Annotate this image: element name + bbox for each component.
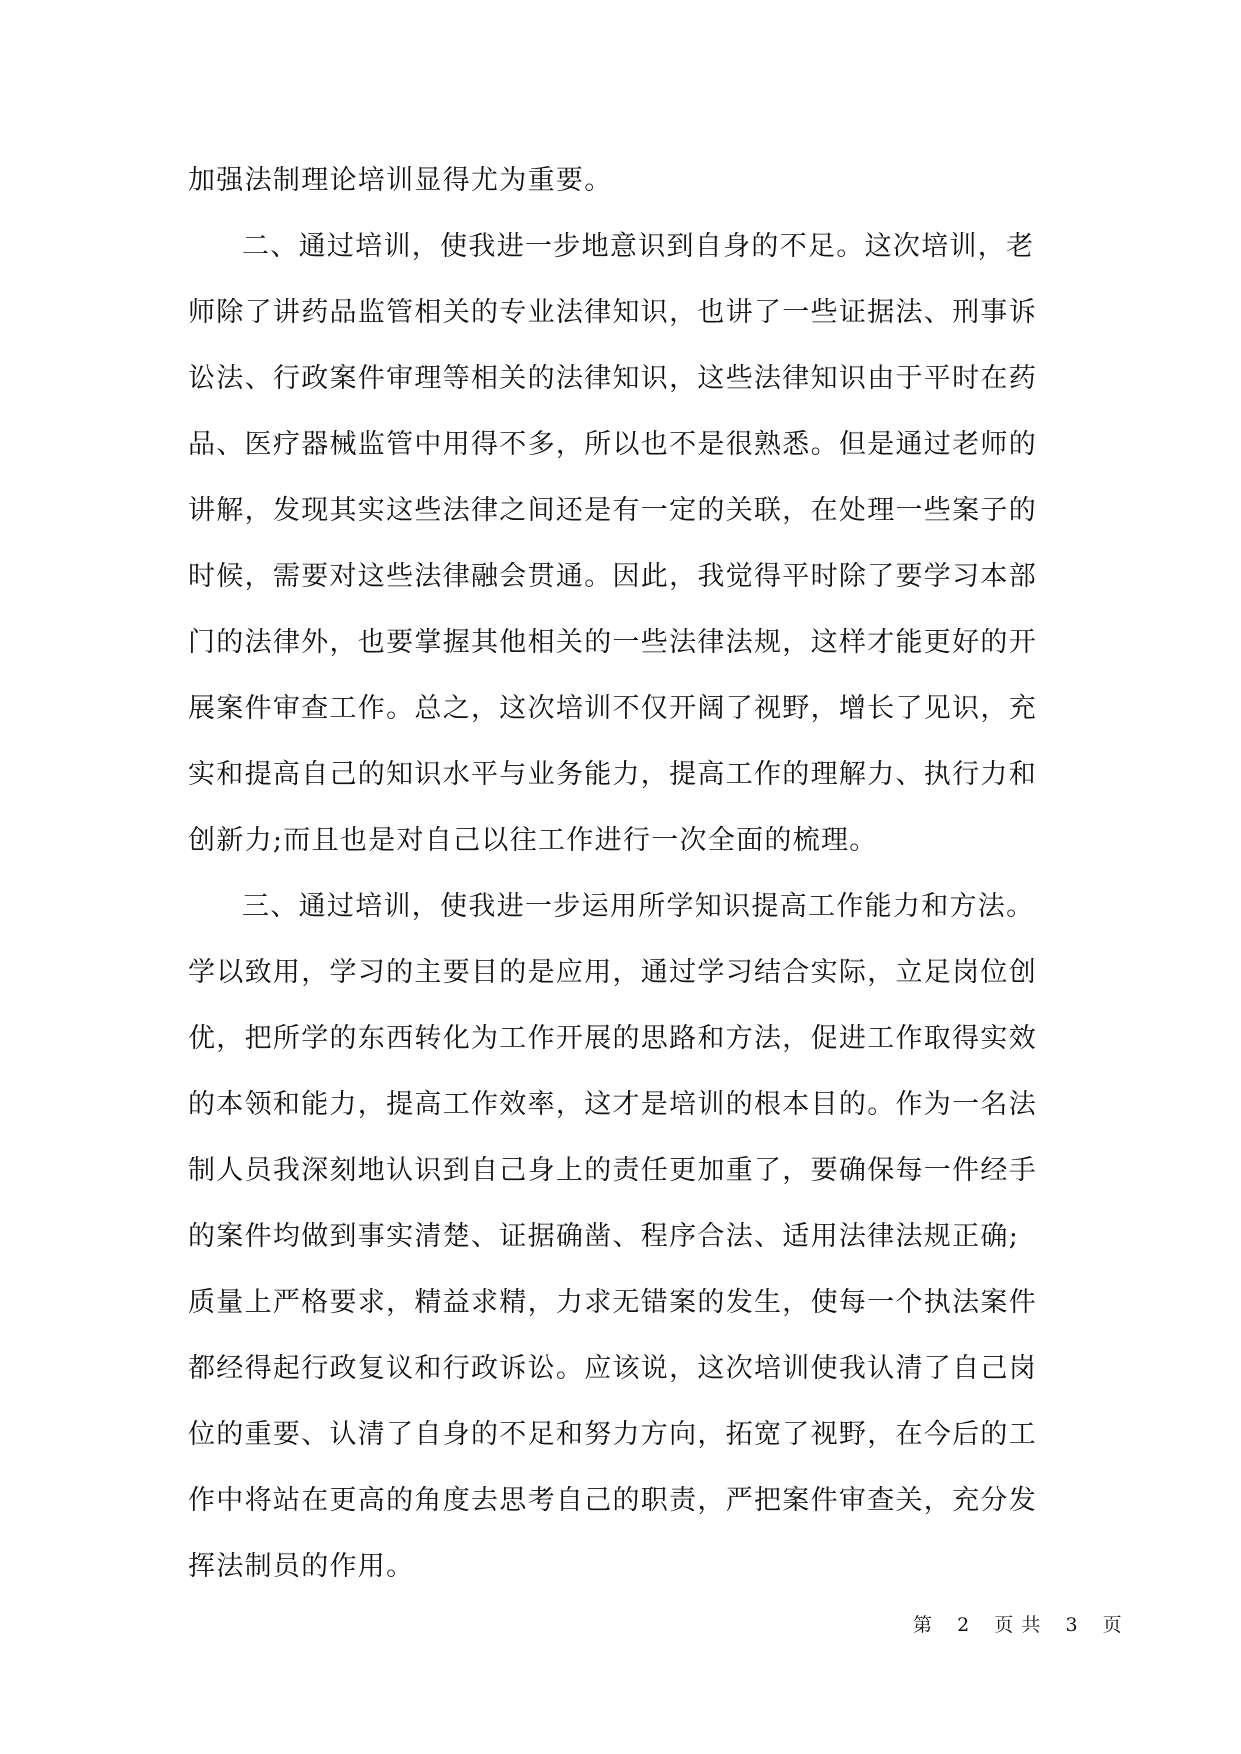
text-line: 挥法制员的作用。 <box>188 1551 415 1582</box>
text-line: 都经得起行政复议和行政诉讼。应该说，这次培训使我认清了自己岗 <box>188 1353 1037 1384</box>
text-line: 位的重要、认清了自身的不足和努力方向，拓宽了视野，在今后的工 <box>188 1419 1037 1450</box>
text-line: 实和提高自己的知识水平与业务能力，提高工作的理解力、执行力和 <box>188 759 1037 790</box>
text-line: 的本领和能力，提高工作效率，这才是培训的根本目的。作为一名法 <box>188 1089 1037 1120</box>
text-line: 加强法制理论培训显得尤为重要。 <box>188 165 613 196</box>
text-line: 学以致用，学习的主要目的是应用，通过学习结合实际，立足岗位创 <box>188 957 1037 988</box>
text-line: 讲解，发现其实这些法律之间还是有一定的关联，在处理一些案子的 <box>188 495 1037 526</box>
text-line: 创新力;而且也是对自己以往工作进行一次全面的梳理。 <box>188 825 878 856</box>
paragraph-start-line: 三、通过培训，使我进一步运用所学知识提高工作能力和方法。 <box>242 891 1035 922</box>
text-line: 作中将站在更高的角度去思考自己的职责，严把案件审查关，充分发 <box>188 1485 1037 1516</box>
total-pages-number: 3 <box>1065 1614 1079 1636</box>
page-label-prefix: 第 <box>913 1614 934 1636</box>
text-line: 制人员我深刻地认识到自己身上的责任更加重了，要确保每一件经手 <box>188 1155 1037 1186</box>
text-line: 师除了讲药品监管相关的专业法律知识，也讲了一些证据法、刑事诉 <box>188 297 1037 328</box>
text-line: 时候，需要对这些法律融会贯通。因此，我觉得平时除了要学习本部 <box>188 561 1037 592</box>
page-number-footer <box>913 1612 1123 1638</box>
text-line: 展案件审查工作。总之，这次培训不仅开阔了视野，增长了见识，充 <box>188 693 1037 724</box>
page-label-suffix: 页 <box>1102 1614 1123 1636</box>
text-line: 品、医疗器械监管中用得不多，所以也不是很熟悉。但是通过老师的 <box>188 429 1037 460</box>
text-line: 的案件均做到事实清楚、证据确凿、程序合法、适用法律法规正确; <box>188 1221 1020 1252</box>
text-line: 质量上严格要求，精益求精，力求无错案的发生，使每一个执法案件 <box>188 1287 1037 1318</box>
paragraph-start-line: 二、通过培训，使我进一步地意识到自身的不足。这次培训，老 <box>242 231 1035 262</box>
text-line: 讼法、行政案件审理等相关的法律知识，这些法律知识由于平时在药 <box>188 363 1037 394</box>
text-line: 优，把所学的东西转化为工作开展的思路和方法，促进工作取得实效 <box>188 1023 1037 1054</box>
text-line: 门的法律外，也要掌握其他相关的一些法律法规，这样才能更好的开 <box>188 627 1037 658</box>
page-label-mid: 页 共 <box>994 1614 1042 1636</box>
current-page-number: 2 <box>957 1614 971 1636</box>
